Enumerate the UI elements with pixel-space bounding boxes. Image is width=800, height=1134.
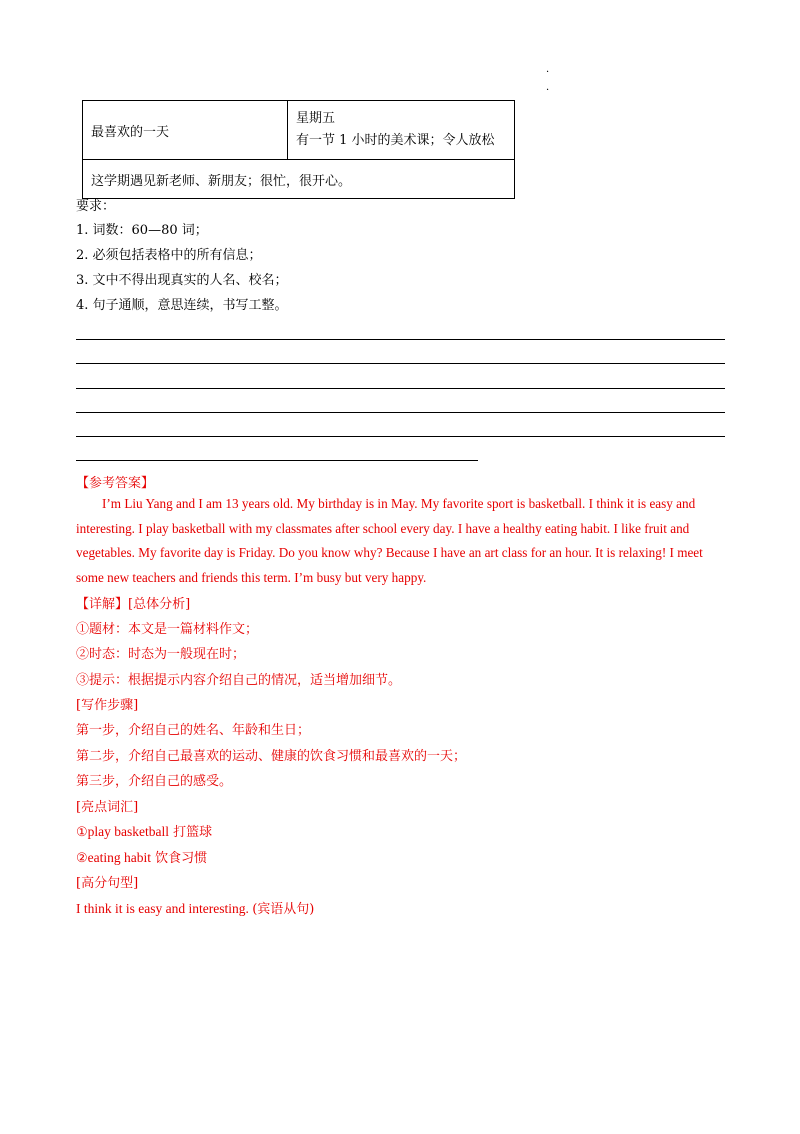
answer-heading: 【参考答案】 (76, 476, 155, 491)
stray-mark: · (546, 85, 550, 96)
writing-line (76, 388, 725, 389)
steps-heading: [写作步骤] (76, 698, 139, 713)
vocab-item (76, 821, 212, 840)
requirement-item: 1. 词数：60—80 词； (76, 223, 208, 238)
vocab-heading: [亮点词汇] (76, 800, 139, 815)
sentence-english: I think it is easy and interesting. (76, 901, 253, 916)
sentence-note: (宾语从句) (252, 902, 315, 917)
vocab-number: ① (76, 825, 88, 840)
sentence-heading: [高分句型] (76, 876, 139, 891)
writing-line (76, 412, 725, 413)
vocab-english: play basketball (87, 824, 170, 839)
requirement-item: 3. 文中不得出现真实的人名、校名； (76, 273, 288, 288)
vocab-english: eating habit (87, 850, 152, 865)
favorite-day-detail (288, 101, 515, 160)
model-essay: I’m Liu Yang and I am 13 years old. My birthday is in May. My favorite sport is basketball. I think it is easy and interesting. I play basketball with my classmates after school every day. I have a healthy eating habit. I like fruit and vegetables. My favorite day is Friday. Do you know why? Because I have an art class for an hour. It is relaxing! I meet some new teachers and friends this term. I’m busy but very happy. (76, 496, 703, 585)
vocab-number: ② (76, 851, 88, 866)
writing-line (76, 436, 725, 437)
step-item: 第三步，介绍自己的感受。 (76, 774, 233, 789)
stray-mark: · (546, 67, 550, 78)
requirements-title: 要求： (76, 199, 116, 214)
writing-line (76, 460, 478, 461)
analysis-item: ③提示：根据提示内容介绍自己的情况，适当增加细节。 (76, 673, 402, 688)
vocab-chinese: 打篮球 (169, 825, 213, 840)
sentence-pattern (76, 898, 314, 917)
explain-heading: 【详解】[总体分析] (76, 597, 191, 612)
this-term-cell: 这学期遇见新老师、新朋友；很忙，很开心。 (83, 160, 515, 199)
favorite-day-line2: 有一节 1 小时的美术课；令人放松 (296, 133, 495, 148)
info-table (82, 100, 515, 199)
requirement-item: 2. 必须包括表格中的所有信息； (76, 248, 262, 263)
vocab-chinese: 饮食习惯 (151, 851, 208, 866)
favorite-day-line1: 星期五 (296, 111, 336, 126)
step-item: 第二步，介绍自己最喜欢的运动、健康的饮食习惯和最喜欢的一天； (76, 749, 467, 764)
analysis-item: ②时态：时态为一般现在时； (76, 647, 246, 662)
analysis-item: ①题材：本文是一篇材料作文； (76, 622, 259, 637)
writing-line (76, 363, 725, 364)
writing-line (76, 339, 725, 340)
favorite-day-label: 最喜欢的一天 (83, 101, 288, 160)
vocab-item (76, 847, 207, 866)
step-item: 第一步，介绍自己的姓名、年龄和生日； (76, 723, 311, 738)
requirement-item: 4. 句子通顺，意思连续，书写工整。 (76, 298, 288, 313)
